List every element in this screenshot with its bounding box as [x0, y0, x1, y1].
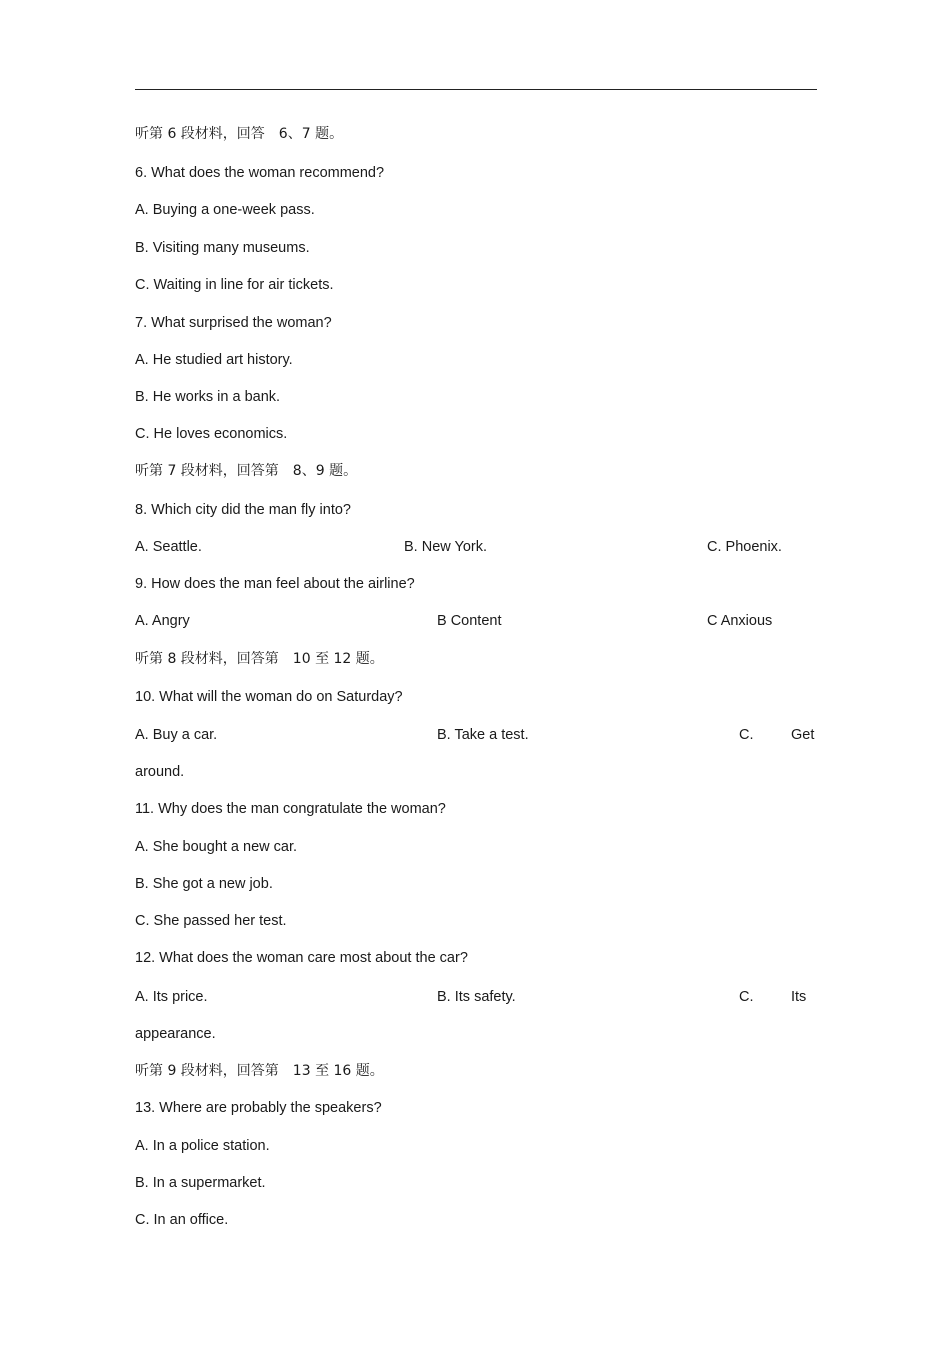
q8-option-c: C. Phoenix.	[707, 539, 782, 555]
q12-option-c-continuation: appearance.	[135, 1026, 216, 1042]
q6-option-a: A. Buying a one-week pass.	[135, 202, 315, 218]
question-11: 11. Why does the man congratulate the woman?	[135, 801, 446, 817]
q11-option-c: C. She passed her test.	[135, 913, 287, 929]
q13-option-a: A. In a police station.	[135, 1138, 270, 1154]
q10-option-c-word: Get	[791, 727, 815, 743]
q12-option-c-word: Its	[791, 989, 807, 1005]
q10-option-a: A. Buy a car.	[135, 727, 218, 743]
q11-option-b: B. She got a new job.	[135, 876, 273, 892]
q10-option-c-letter: C.	[739, 727, 754, 743]
q8-option-b: B. New York.	[404, 539, 488, 555]
section-heading-8: 听第 8 段材料，回答第 10 至 12 题。	[135, 651, 384, 667]
q6-option-c: C. Waiting in line for air tickets.	[135, 277, 334, 293]
question-10: 10. What will the woman do on Saturday?	[135, 689, 403, 705]
q7-option-b: B. He works in a bank.	[135, 389, 281, 405]
q11-option-a: A. She bought a new car.	[135, 839, 298, 855]
q9-option-b: B Content	[437, 613, 502, 629]
q12-option-c-letter: C.	[739, 989, 754, 1005]
q13-option-b: B. In a supermarket.	[135, 1175, 266, 1191]
q7-option-a: A. He studied art history.	[135, 352, 293, 368]
q9-option-a: A. Angry	[135, 613, 190, 629]
q10-option-c-continuation: around.	[135, 764, 185, 780]
question-13: 13. Where are probably the speakers?	[135, 1100, 382, 1116]
question-9: 9. How does the man feel about the airline?	[135, 576, 415, 592]
header-rule	[135, 89, 817, 90]
q10-option-b: B. Take a test.	[437, 727, 529, 743]
section-heading-6: 听第 6 段材料，回答 6、7 题。	[135, 126, 344, 142]
q12-option-a: A. Its price.	[135, 989, 208, 1005]
question-6: 6. What does the woman recommend?	[135, 165, 385, 181]
q6-option-b: B. Visiting many museums.	[135, 240, 310, 256]
q12-option-b: B. Its safety.	[437, 989, 516, 1005]
q9-option-c: C Anxious	[707, 613, 773, 629]
q8-option-a: A. Seattle.	[135, 539, 202, 555]
question-8: 8. Which city did the man fly into?	[135, 502, 351, 518]
section-heading-9: 听第 9 段材料，回答第 13 至 16 题。	[135, 1063, 384, 1079]
question-12: 12. What does the woman care most about the car?	[135, 950, 468, 966]
section-heading-7: 听第 7 段材料，回答第 8、9 题。	[135, 463, 358, 479]
question-7: 7. What surprised the woman?	[135, 315, 332, 331]
q7-option-c: C. He loves economics.	[135, 426, 288, 442]
q13-option-c: C. In an office.	[135, 1212, 229, 1228]
